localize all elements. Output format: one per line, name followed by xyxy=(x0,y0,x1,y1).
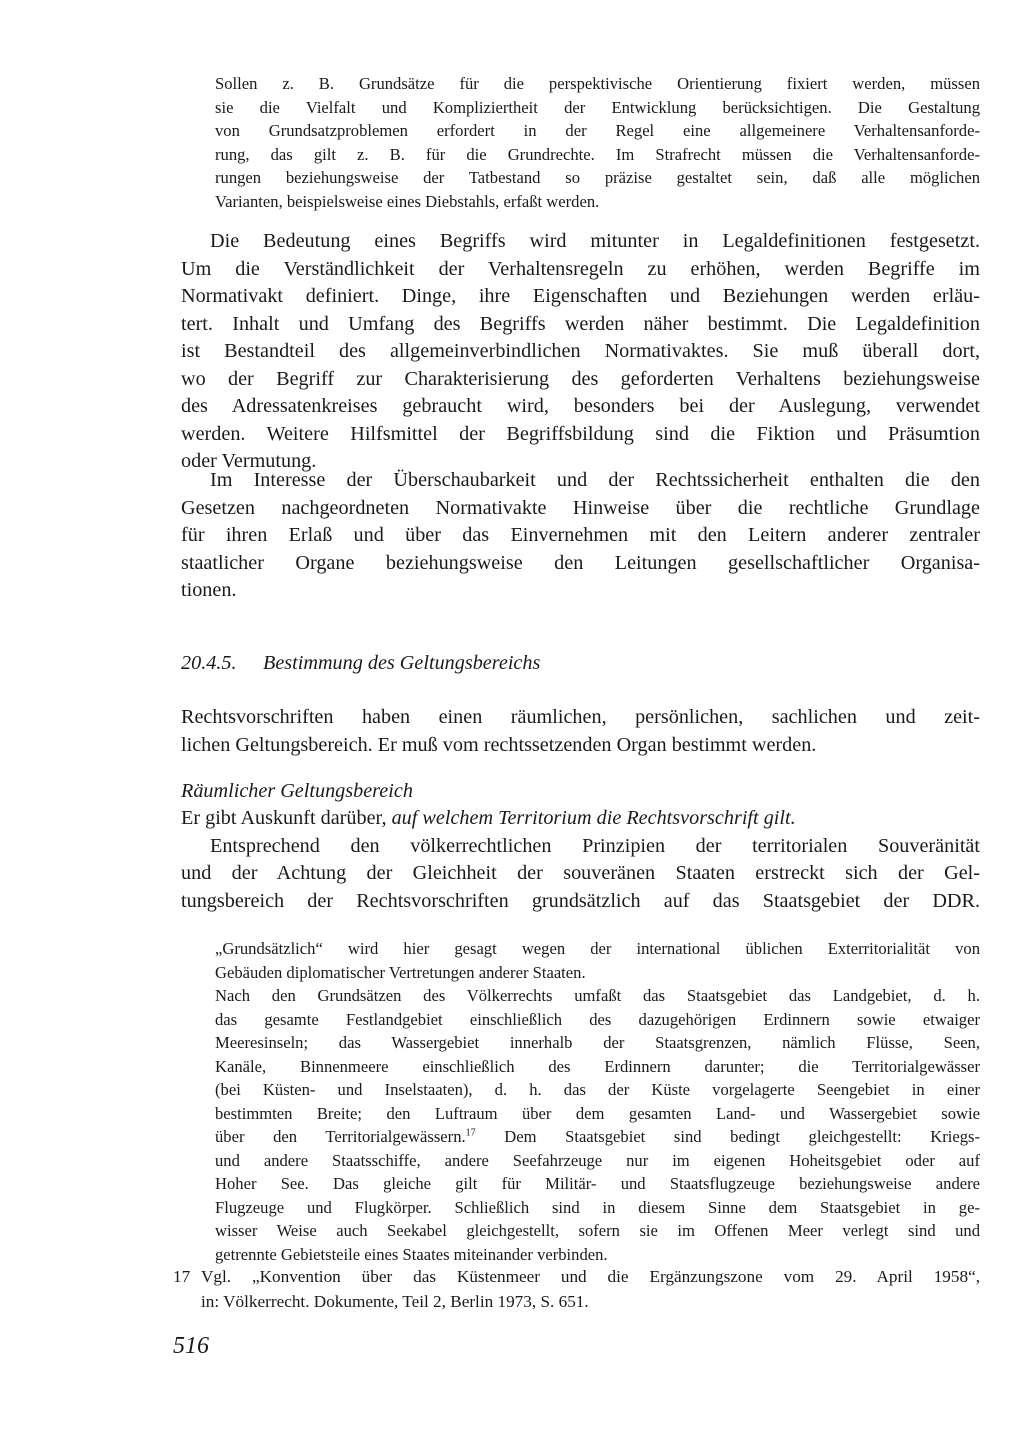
text-line: Meeresinseln; das Wassergebiet innerhalb der Staatsgrenzen, nämlich Flüsse, Seen, xyxy=(215,1033,980,1052)
text-line: Die Bedeutung eines Begriffs wird mitunter in Legaldefinitionen festgesetzt. xyxy=(210,230,980,252)
text-line: Flugzeuge und Flugkörper. Schließlich sind in diesem Sinne dem Staatsgebiet in ge- xyxy=(215,1197,980,1217)
footnote-text xyxy=(201,1264,980,1314)
small-print-paragraph-1 xyxy=(215,72,980,213)
text-line: Nach den Grundsätzen des Völkerrechts umfaßt das Staatsgebiet das Landgebiet, d. h. xyxy=(215,986,980,1005)
text-line: für ihren Erlaß und über das Einvernehmen mit den Leitern anderer zentraler xyxy=(181,524,980,546)
footnote-reference: 17 xyxy=(465,1127,476,1139)
text-line: das gesamte Festlandgebiet einschließlich des dazugehörigen Erdinnern sowie etwaiger xyxy=(215,1009,980,1029)
footnote xyxy=(173,1264,980,1314)
text-line: Entsprechend den völkerrechtlichen Prinzipien der territorialen Souveränität xyxy=(210,834,980,857)
text-line: getrennte Gebietsteile eines Staates miteinander verbinden. xyxy=(215,1244,608,1264)
text-line: Um die Verständlichkeit der Verhaltensregeln zu erhöhen, werden Begriffe im xyxy=(181,257,980,280)
text-line: von Grundsatzproblemen erfordert in der Regel eine allgemeinere Verhaltensanforde- xyxy=(215,121,980,140)
text-line: wisser Weise auch Seekabel gleichgestellt, sofern sie im Offenen Meer verlegt sind und xyxy=(215,1221,980,1240)
text-line: Im Interesse der Überschaubarkeit und der Rechtssicherheit enthalten die den xyxy=(210,469,980,491)
text-line: Sollen z. B. Grundsätze für die perspektivische Orientierung fixiert werden, müssen xyxy=(215,74,980,93)
text-line: (bei Küsten- und Inselstaaten), d. h. das der Küste vorgelagerte Seengebiet in einer xyxy=(215,1080,980,1099)
text-line xyxy=(181,805,980,833)
text-segment: über den Territorialgewässern. xyxy=(215,1127,466,1146)
text-line: Gebäuden diplomatischer Vertretungen anderer Staaten. xyxy=(215,962,586,982)
text-line: Varianten, beispielsweise eines Diebstahls, erfaßt werden. xyxy=(215,191,600,211)
text-line: rungen beziehungsweise der Tatbestand so präzise gestaltet sein, daß alle möglichen xyxy=(215,168,980,187)
text-line: tert. Inhalt und Umfang des Begriffs werden näher bestimmt. Die Legaldefinition xyxy=(181,312,980,335)
small-print-paragraph-2 xyxy=(215,937,980,1266)
text-line: Kanäle, Binnenmeere einschließlich des Erdinnern darunter; die Territorialgewässer xyxy=(215,1056,980,1076)
text-line: lichen Geltungsbereich. Er muß vom rechtssetzenden Organ bestimmt werden. xyxy=(181,733,817,756)
section-number: 20.4.5. xyxy=(181,652,237,674)
section-heading xyxy=(181,650,980,677)
section-title: Bestimmung des Geltungsbereichs xyxy=(263,652,541,674)
text-segment: Dem Staatsgebiet sind bedingt gleichgestellt: Kriegs- xyxy=(475,1127,980,1146)
text-line: Normativakt definiert. Dinge, ihre Eigenschaften und Beziehungen werden erläu- xyxy=(181,285,980,307)
text-line: Hoher See. Das gleiche gilt für Militär- und Staatsflugzeuge beziehungsweise andere xyxy=(215,1174,980,1193)
text-line: rung, das gilt z. B. für die Grundrechte. Im Strafrecht müssen die Verhaltensanforde- xyxy=(215,144,980,164)
text-line: und andere Staatsschiffe, andere Seefahrzeuge nur im eigenen Hoheitsgebiet oder auf xyxy=(215,1150,980,1170)
text-line: bestimmten Breite; den Luftraum über dem gesamten Land- und Wassergebiet sowie xyxy=(215,1103,980,1123)
text-line: tungsbereich der Rechtsvorschriften grundsätzlich auf das Staatsgebiet der DDR. xyxy=(181,889,980,912)
text-line: des Adressatenkreises gebraucht wird, besonders bei der Auslegung, verwendet xyxy=(181,395,980,417)
text-line: „Grundsätzlich“ wird hier gesagt wegen der international üblichen Exterritorialität von xyxy=(215,939,980,958)
text-line: tionen. xyxy=(181,579,237,601)
paragraph-ueberschaubarkeit xyxy=(181,467,980,605)
text-line: ist Bestandteil des allgemeinverbindlichen Normativaktes. Sie muß überall dort, xyxy=(181,340,980,362)
page-number: 516 xyxy=(173,1333,209,1359)
text-line: in: Völkerrecht. Dokumente, Teil 2, Berlin 1973, S. 651. xyxy=(201,1292,589,1311)
text-line: werden. Weitere Hilfsmittel der Begriffsbildung sind die Fiktion und Präsumtion xyxy=(181,422,980,445)
text-line: sie die Vielfalt und Kompliziertheit der Entwicklung berücksichtigen. Die Gestaltung xyxy=(215,97,980,117)
text-line: und der Achtung der Gleichheit der souveränen Staaten erstreckt sich der Gel- xyxy=(181,862,980,884)
text-line: wo der Begriff zur Charakterisierung des geforderten Verhaltens beziehungsweise xyxy=(181,367,980,390)
text-line: Rechtsvorschriften haben einen räumlichen, persönlichen, sachlichen und zeit- xyxy=(181,706,980,728)
intro-emphasis: auf welchem Territorium die Rechtsvorschrift gilt. xyxy=(391,807,796,829)
subsection-heading: Räumlicher Geltungsbereich xyxy=(181,780,413,802)
paragraph-raeumlich xyxy=(181,805,980,915)
paragraph-legaldefinition xyxy=(181,228,980,476)
intro-text: Er gibt Auskunft darüber, xyxy=(181,807,392,829)
footnote-number: 17 xyxy=(173,1267,191,1286)
text-line: Gesetzen nachgeordneten Normativakte Hinweise über die rechtliche Grundlage xyxy=(181,496,980,519)
text-line xyxy=(215,1125,980,1149)
text-line: oder Vermutung. xyxy=(181,450,317,472)
text-line: staatlicher Organe beziehungsweise den Leitungen gesellschaftlicher Organisa- xyxy=(181,551,980,574)
text-line: Vgl. „Konvention über das Küstenmeer und die Ergänzungszone vom 29. April 1958“, xyxy=(201,1267,980,1286)
paragraph-geltungsbereich xyxy=(181,704,980,759)
